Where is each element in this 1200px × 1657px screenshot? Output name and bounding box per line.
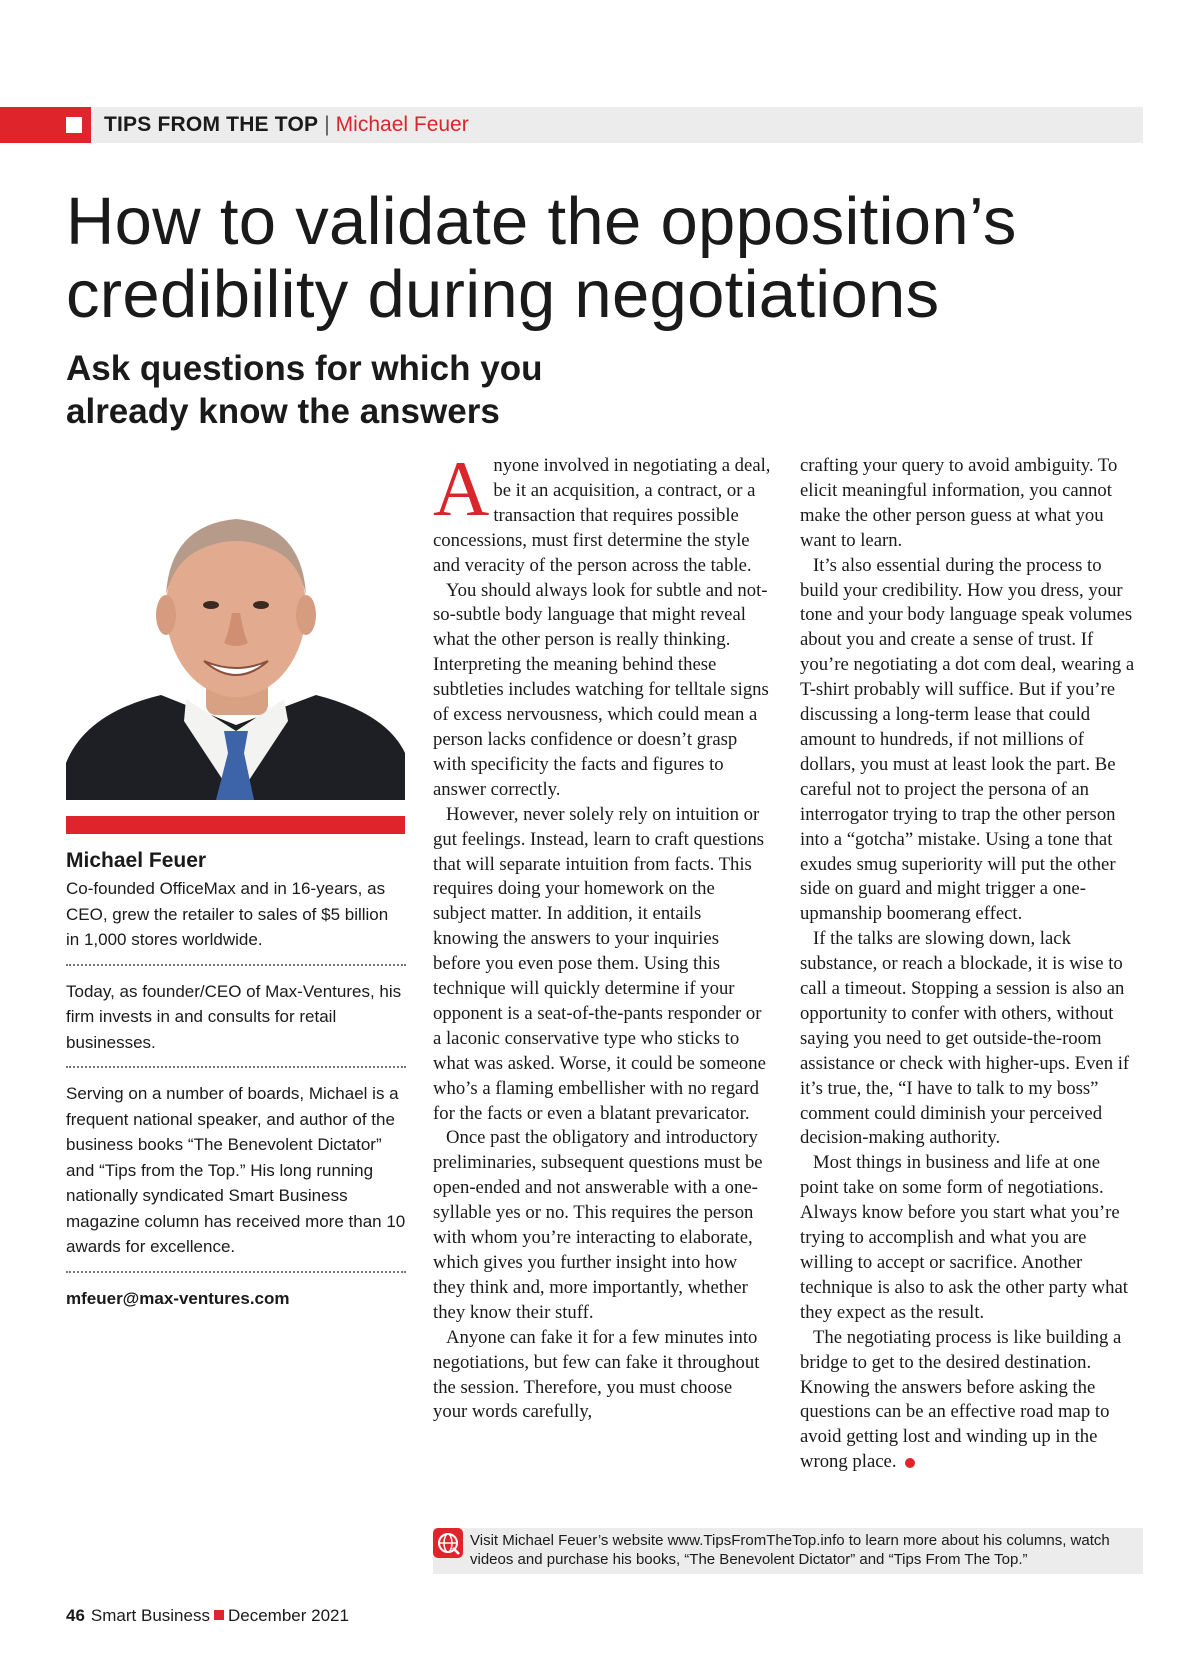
dotted-divider [66, 1271, 406, 1273]
dotted-divider [66, 964, 406, 966]
footer-square-icon [214, 1610, 224, 1620]
article-paragraph: However, never solely rely on intuition or gut feelings. Instead, learn to craft questions that will separate intuition from facts. This requires doing your homework on the subject matter. In addition, it entails knowing the answers to your inquiries before you even pose them. Using this technique will quickly determine if your opponent is a seat-of-the-pants responder or a laconic conservative type who sticks to what was asked. Worse, it could be someone who’s a flaming embellisher with no regard for the facts or even a blatant prevaricator. [433, 803, 766, 1124]
photo-accent-bar [66, 816, 405, 834]
article-subheadline: Ask questions for which you already know the answers [66, 349, 543, 431]
article-paragraph [433, 445, 771, 579]
promo-text: Visit Michael Feuer’s website www.TipsFromTheTop.info to learn more about his columns, watch videos and purchase his books, “The Benevolent Dictator” and “Tips From The Top.” [470, 1532, 1110, 1568]
article-paragraph: crafting your query to avoid ambiguity. To elicit meaningful information, you cannot make the other person guess at what you want to learn. [800, 455, 1118, 551]
article-paragraph: You should always look for subtle and not-so-subtle body language that might reveal what the other person is really thinking. Interpreting the meaning behind these subtleties includes watching for telltale signs of excess nervousness, which could mean a person lacks confidence or doesn’t grasp with specificity the facts and figures to answer correctly. [433, 579, 769, 800]
article-column-1 [433, 445, 771, 1425]
page-number: 46 [66, 1606, 85, 1625]
section-label: TIPS FROM THE TOP [104, 113, 319, 136]
article-paragraph: It’s also essential during the process to build your credibility. How you dress, your tone and your body language speak volumes about you and create a sense of trust. If you’re negotiating a dot com deal, wearing a T-shirt probably will suffice. But if you’re discussing a long-term lease that could amount to hundreds, if not millions of dollars, you must at least look the part. Be careful not to project the persona of an interrogator trying to trap the other person into a “gotcha” mistake. Using a tone that exudes smug superiority will put the other side on guard and might trigger a one-upmanship boomerang effect. [800, 554, 1135, 925]
author-photo [66, 463, 405, 800]
article-paragraph: Anyone can fake it for a few minutes into negotiations, but few can fake it throughout the session. Therefore, you must choose your words carefully, [433, 1326, 760, 1423]
author-email-link[interactable]: mfeuer@max-ventures.com [66, 1288, 290, 1308]
header-separator: | [324, 113, 330, 136]
article-column-2 [800, 454, 1138, 1475]
article-paragraph [800, 1326, 1138, 1475]
issue-date: December 2021 [227, 1606, 349, 1625]
section-header-bar [0, 107, 1143, 143]
end-mark-icon [905, 1458, 915, 1468]
publication-name: Smart Business [90, 1606, 210, 1625]
section-header [104, 107, 469, 143]
page-footer [66, 1606, 349, 1626]
article-paragraph: If the talks are slowing down, lack substance, or reach a blockade, it is wise to call a timeout. Stopping a session is also an opportunity to confer with others, without saying you need to get outside-the-room assistance or check with higher-ups. Even if it’s true, the, “I have to talk to my boss” comment could diminish your perceived decision-making authority. [800, 928, 1130, 1149]
article-headline: How to validate the opposition’s credibility during negotiations [66, 184, 1017, 332]
globe-icon [433, 1528, 463, 1558]
website-promo [433, 1528, 1143, 1574]
article-paragraph: Most things in business and life at one point take on some form of negotiations. Always know before you start what you’re trying to accomplish and what you are willing to accept or sacrifice. Another technique is also to ask the other party what they expect as the result. [800, 1152, 1128, 1323]
dotted-divider [66, 1066, 406, 1068]
author-bio [66, 846, 406, 1311]
article-paragraph: Once past the obligatory and introductory preliminaries, subsequent questions must be open-ended and not answerable with a one-syllable yes or no. This requires the person with whom you’re interacting to elaborate, which gives you further insight into how they think and, more importantly, whether they know their stuff. [433, 1127, 763, 1323]
header-red-block [0, 107, 91, 143]
bio-paragraph: Today, as founder/CEO of Max-Ventures, his firm invests in and consults for retail businesses. [66, 981, 402, 1052]
header-square-icon [66, 117, 82, 133]
drop-cap: A [433, 445, 490, 532]
article-paragraph-text: nyone involved in negotiating a deal, be it an acquisition, a contract, or a transaction that requires possible concessions, must first determine the style and veracity of the person across the table. [433, 455, 771, 576]
bio-paragraph: Serving on a number of boards, Michael is a frequent national speaker, and author of the business books “The Benevolent Dictator” and “Tips from the Top.” His long running nationally syndicated Smart Business magazine column has received more than 10 awards for excellence. [66, 1084, 406, 1256]
header-author: Michael Feuer [335, 113, 469, 136]
bio-name: Michael Feuer [66, 849, 207, 872]
article-paragraph-text: The negotiating process is like building a bridge to get to the desired destination. Knowing the answers before asking the questions can be an effective road map to avoid getting lost and winding up in the wrong place. [800, 1326, 1122, 1473]
bio-paragraph: Co-founded OfficeMax and in 16-years, as CEO, grew the retailer to sales of $5 billion in 1,000 stores worldwide. [66, 879, 389, 949]
